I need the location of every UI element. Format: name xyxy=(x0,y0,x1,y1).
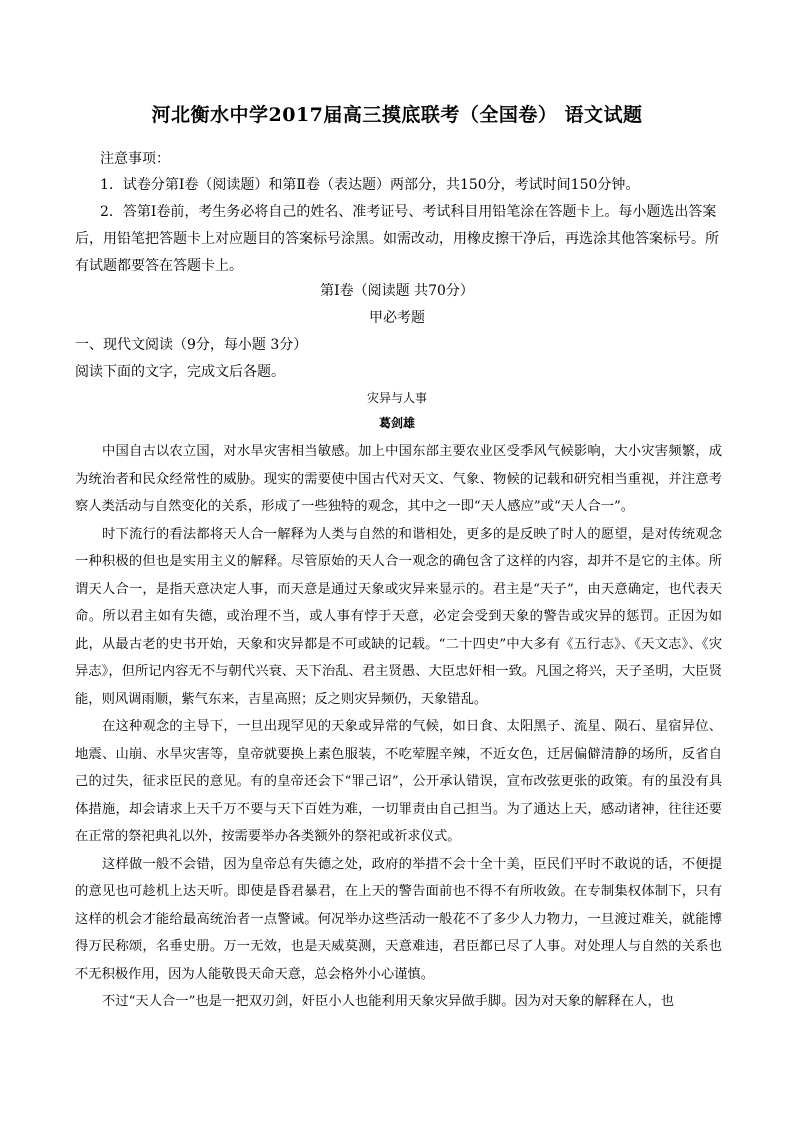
part-heading: 一、现代文阅读（9分，每小题 3分） xyxy=(75,337,308,353)
article-paragraph: 中国自古以农立国，对水旱灾害相当敏感。加上中国东部主要农业区受季风气候影响，大小灾害频繁，成为统治者和民众经常性的威胁。现实的需要使中国古代对天文、气象、物候的记载和研究相当重视，并注意考察人类活动与自然变化的关系，形成了一些独特的观念，其中之一即“天人感应”或“天人合一”。 xyxy=(75,444,722,514)
reading-instruction: 阅读下面的文字，完成文后各题。 xyxy=(75,364,285,380)
article-paragraph: 在这种观念的主导下，一旦出现罕见的天象或异常的气候，如日食、太阳黑子、流星、陨石、星宿异位、地震、山崩、水旱灾害等，皇帝就要换上素色服装，不吃荤腥辛辣，不近女色，迁居偏僻清静的场所，反省自己的过失，征求臣民的意见。有的皇帝还会下“罪己诏”，公开承认错误，宣布改弦更张的政策。有的虽没有具体措施，却会请求上天千万不要与天下百姓为难，一切罪责由自己担当。为了通达上天，感动诸神，往往还要在正常的祭祀典礼以外，按需要举办各类额外的祭祀或祈求仪式。 xyxy=(75,719,722,844)
article-paragraph: 这样做一般不会错，因为皇帝总有失德之处，政府的举措不会十全十美，臣民们平时不敢说的话，不便提的意见也可趁机上达天听。即使是昏君暴君，在上天的警告面前也不得不有所收敛。在专制集权体制下，只有这样的机会才能给最高统治者一点警诫。何况举办这些活动一般花不了多少人力物力，一旦渡过难关，就能博得万民称颂，名垂史册。万一无效，也是天威莫测，天意难违，君臣都已尽了人事。对处理人与自然的关系也不无积极作用，因为人能敬畏天命天意，总会格外小心谨慎。 xyxy=(75,856,722,982)
notice-item-1: 1．试卷分第Ⅰ卷（阅读题）和第Ⅱ卷（表达题）两部分，共150分，考试时间150分钟。 xyxy=(100,177,640,193)
document-title: 河北衡水中学2017届高三摸底联考（全国卷） 语文试题 xyxy=(151,104,643,126)
notice-heading: 注意事项： xyxy=(100,151,170,167)
article-author: 葛剑雄 xyxy=(378,416,415,430)
section-title: 第Ⅰ卷（阅读题 共70分） xyxy=(320,283,474,299)
section-subtitle: 甲必考题 xyxy=(369,310,425,326)
notice-item-2: 2．答第Ⅰ卷前，考生务必将自己的姓名、准考证号、考试科目用铅笔涂在答题卡上。每小题选出答案后，用铅笔把答题卡上对应题目的答案标号涂黑。如需改动，用橡皮擦干净后，再选涂其他答案标号。所有试题都要答在答题卡上。 xyxy=(75,204,719,274)
article-title: 灾异与人事 xyxy=(366,391,427,405)
article-paragraph: 不过“天人合一”也是一把双刃剑，奸臣小人也能利用天象灾异做手脚。因为对天象的解释在人，也 xyxy=(102,994,675,1009)
article-body xyxy=(75,438,722,1016)
article-paragraph: 时下流行的看法都将天人合一解释为人类与自然的和谐相处，更多的是反映了时人的愿望，是对传统观念一种积极的但也是实用主义的解释。尽管原始的天人合一观念的确包含了这样的内容，却并不是它的主体。所谓天人合一，是指天意决定人事，而天意是通过天象或灾异来显示的。君主是“天子”，由天意确定，也代表天命。所以君主如有失德，或治理不当，或人事有悖于天意，必定会受到天象的警告或灾异的惩罚。正因为如此，从最古老的史书开始，天象和灾异都是不可或缺的记载。“二十四史”中大多有《五行志》、《天文志》、《灾异志》，但所记内容无不与朝代兴衰、天下治乱、君主贤愚、大臣忠奸相一致。凡国之将兴，天子圣明，大臣贤能，则风调雨顺，紫气东来，吉星高照；反之则灾异频仍，天象错乱。 xyxy=(75,526,722,707)
